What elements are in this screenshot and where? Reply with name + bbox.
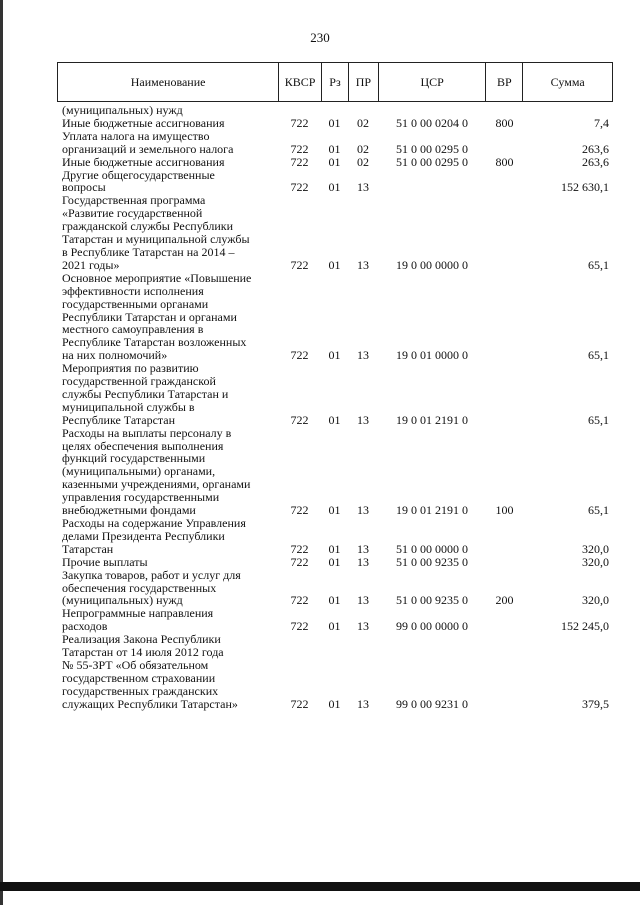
row-csr: 19 0 00 0000 0 <box>396 257 468 272</box>
row-csr: 51 0 00 0295 0 <box>396 141 468 156</box>
row-sum: 152 630,1 <box>561 180 609 195</box>
row-rz: 01 <box>328 503 341 518</box>
row-sum: 152 245,0 <box>561 619 609 634</box>
row-rz: 01 <box>328 554 341 569</box>
row-name: Реализация Закона Республики Татарстан от 14 июля 2012 года № 55-ЗРТ «Об обязательном государственном страховании государственных гражданских служащих Республики Татарстан» <box>62 632 238 711</box>
row-rz: 01 <box>328 154 341 169</box>
row-vr: 100 <box>495 503 514 518</box>
table-row <box>57 117 613 130</box>
row-vr: 200 <box>495 593 514 608</box>
header-pr: ПР <box>348 63 378 101</box>
row-kvsr: 722 <box>290 554 309 569</box>
table-row <box>57 427 613 517</box>
row-rz: 01 <box>328 696 341 711</box>
row-sum: 379,5 <box>582 696 609 711</box>
row-kvsr: 722 <box>290 141 309 156</box>
row-pr: 13 <box>357 348 369 363</box>
row-pr: 13 <box>357 257 369 272</box>
row-csr: 19 0 01 0000 0 <box>396 348 468 363</box>
header-vr: ВР <box>485 63 522 101</box>
row-name: Уплата налога на имущество организаций и земельного налога <box>62 128 234 156</box>
row-kvsr: 722 <box>290 696 309 711</box>
row-csr: 51 0 00 9235 0 <box>396 593 468 608</box>
row-name: Закупка товаров, работ и услуг для обеспечения государственных (муниципальных) нужд <box>62 567 241 608</box>
table-row <box>57 607 613 633</box>
row-pr: 13 <box>357 593 369 608</box>
row-rz: 01 <box>328 180 341 195</box>
table-header <box>57 62 613 102</box>
table-row <box>57 194 613 271</box>
table-body <box>57 104 613 711</box>
scan-bottom-bar <box>0 882 640 891</box>
row-name: Непрограммные направления расходов <box>62 606 214 634</box>
table-row <box>57 156 613 169</box>
row-rz: 01 <box>328 593 341 608</box>
row-csr: 19 0 01 2191 0 <box>396 412 468 427</box>
row-pr: 13 <box>357 503 369 518</box>
row-kvsr: 722 <box>290 180 309 195</box>
row-pr: 02 <box>357 115 369 130</box>
row-sum: 65,1 <box>588 503 609 518</box>
header-kvsr: КВСР <box>278 63 321 101</box>
row-pr: 13 <box>357 696 369 711</box>
row-vr: 800 <box>495 154 514 169</box>
row-pr: 02 <box>357 141 369 156</box>
row-csr: 51 0 00 9235 0 <box>396 554 468 569</box>
table-row <box>57 556 613 569</box>
scan-edge-mark <box>0 0 3 905</box>
row-kvsr: 722 <box>290 257 309 272</box>
row-name: Прочие выплаты <box>62 554 148 569</box>
row-name: Другие общегосударственные вопросы <box>62 167 215 195</box>
row-kvsr: 722 <box>290 619 309 634</box>
table-row <box>57 104 613 117</box>
row-name: Расходы на содержание Управления делами Президента Республики Татарстан <box>62 516 246 556</box>
header-rz: Рз <box>321 63 348 101</box>
row-pr: 13 <box>357 412 369 427</box>
row-kvsr: 722 <box>290 348 309 363</box>
row-sum: 65,1 <box>588 348 609 363</box>
row-csr: 51 0 00 0295 0 <box>396 154 468 169</box>
row-pr: 13 <box>357 619 369 634</box>
row-name: Государственная программа «Развитие государственной гражданской службы Республики Татарстан и муниципальной службы в Республике Татарстан на 2014 – 2021 годы» <box>62 193 250 272</box>
row-pr: 13 <box>357 541 369 556</box>
row-sum: 320,0 <box>582 554 609 569</box>
row-pr: 13 <box>357 180 369 195</box>
row-csr: 99 0 00 9231 0 <box>396 696 468 711</box>
row-kvsr: 722 <box>290 503 309 518</box>
header-name: Наименование <box>130 74 206 89</box>
row-rz: 01 <box>328 348 341 363</box>
row-name: Мероприятия по развитию государственной гражданской службы Республики Татарстан и муниципальной службы в Республике Татарстан <box>62 361 229 427</box>
row-kvsr: 722 <box>290 541 309 556</box>
table-row <box>57 272 613 362</box>
row-sum: 7,4 <box>594 115 609 130</box>
row-kvsr: 722 <box>290 115 309 130</box>
row-name: Основное мероприятие «Повышение эффективности исполнения государственными органами Республики Татарстан и органами местного самоуправления в Республике Татарстан возложенных на них полномочий» <box>62 270 252 363</box>
row-sum: 65,1 <box>588 257 609 272</box>
row-kvsr: 722 <box>290 412 309 427</box>
table-row <box>57 130 613 156</box>
header-sum: Сумма <box>522 63 612 101</box>
row-sum: 320,0 <box>582 541 609 556</box>
row-sum: 263,6 <box>582 154 609 169</box>
row-rz: 01 <box>328 115 341 130</box>
row-pr: 13 <box>357 554 369 569</box>
row-rz: 01 <box>328 541 341 556</box>
row-rz: 01 <box>328 141 341 156</box>
row-vr: 800 <box>495 115 514 130</box>
row-name: (муниципальных) нужд <box>62 103 183 117</box>
row-name: Иные бюджетные ассигнования <box>62 154 225 169</box>
row-csr: 51 0 00 0204 0 <box>396 115 468 130</box>
header-csr: ЦСР <box>378 63 486 101</box>
row-kvsr: 722 <box>290 154 309 169</box>
row-csr: 51 0 00 0000 0 <box>396 541 468 556</box>
row-rz: 01 <box>328 619 341 634</box>
row-csr: 99 0 00 0000 0 <box>396 619 468 634</box>
row-sum: 65,1 <box>588 412 609 427</box>
row-name: Иные бюджетные ассигнования <box>62 115 225 130</box>
table-row <box>57 169 613 195</box>
table-row <box>57 569 613 608</box>
row-csr: 19 0 01 2191 0 <box>396 503 468 518</box>
row-rz: 01 <box>328 412 341 427</box>
page-number: 230 <box>310 30 330 45</box>
table-row <box>57 362 613 427</box>
row-kvsr: 722 <box>290 593 309 608</box>
table-row <box>57 633 613 710</box>
row-pr: 02 <box>357 154 369 169</box>
table-row <box>57 517 613 556</box>
row-name: Расходы на выплаты персоналу в целях обеспечения выполнения функций государственными (муниципальными) органами, казенными учреждениями, органами управления государственными внебюджетными фондами <box>62 425 251 518</box>
row-sum: 263,6 <box>582 141 609 156</box>
row-sum: 320,0 <box>582 593 609 608</box>
row-rz: 01 <box>328 257 341 272</box>
